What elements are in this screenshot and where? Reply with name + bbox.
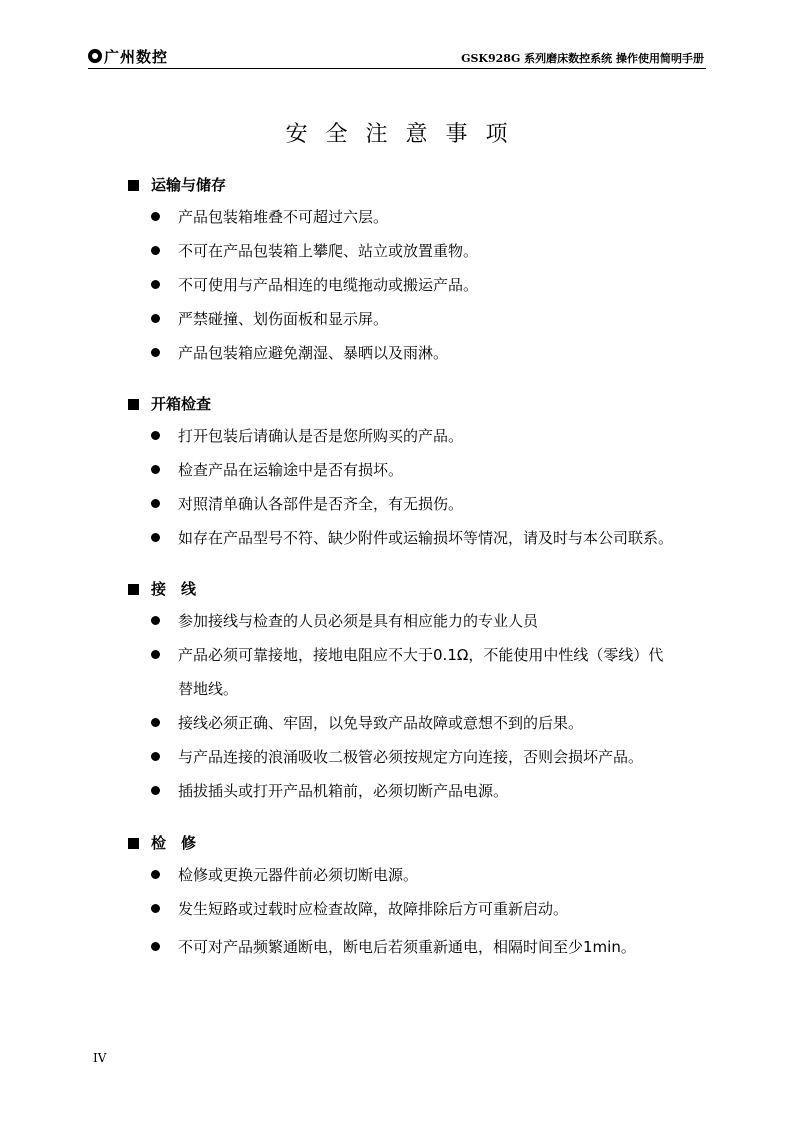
square-bullet-icon bbox=[128, 399, 139, 410]
gsk-logo-icon bbox=[88, 49, 102, 63]
list-item-text: 不可使用与产品相连的电缆拖动或搬运产品。 bbox=[178, 276, 479, 294]
list-item bbox=[128, 460, 728, 480]
square-bullet-icon bbox=[128, 838, 139, 849]
page-number: IV bbox=[93, 1051, 107, 1065]
bullet-icon bbox=[151, 499, 160, 508]
list-item bbox=[128, 494, 728, 514]
bullet-icon bbox=[151, 280, 160, 289]
section-unpacking-inspection bbox=[128, 394, 728, 548]
bullet-icon bbox=[151, 650, 160, 659]
section-transport-storage bbox=[128, 175, 728, 363]
section-heading bbox=[128, 579, 728, 599]
page-title: 安全注意事项 bbox=[285, 122, 526, 147]
bullet-icon bbox=[151, 533, 160, 542]
list-item bbox=[128, 937, 728, 957]
list-item bbox=[128, 207, 728, 227]
list-item bbox=[128, 241, 728, 261]
list-item-text: 检修或更换元器件前必须切断电源。 bbox=[178, 866, 419, 884]
square-bullet-icon bbox=[128, 584, 139, 595]
list-item-text: 严禁碰撞、划伤面板和显示屏。 bbox=[178, 310, 389, 328]
bullet-icon bbox=[151, 314, 160, 323]
manual-title: GSK928G 系列磨床数控系统 操作使用简明手册 bbox=[461, 52, 704, 65]
list-item-text: 插拔插头或打开产品机箱前，必须切断产品电源。 bbox=[178, 782, 509, 800]
list-item-text: 不可在产品包装箱上攀爬、站立或放置重物。 bbox=[178, 242, 479, 260]
list-item bbox=[128, 713, 728, 733]
section-heading bbox=[128, 394, 728, 414]
square-bullet-icon bbox=[128, 180, 139, 191]
section-heading bbox=[128, 175, 728, 195]
page-header bbox=[88, 44, 706, 69]
list-item-text: 打开包装后请确认是否是您所购买的产品。 bbox=[178, 427, 464, 445]
bullet-icon bbox=[151, 616, 160, 625]
section-heading-text: 接 线 bbox=[151, 580, 197, 598]
list-item-text: 产品包装箱应避免潮湿、暴晒以及雨淋。 bbox=[178, 344, 449, 362]
list-item bbox=[128, 275, 728, 295]
bullet-icon bbox=[151, 718, 160, 727]
bullet-icon bbox=[151, 212, 160, 221]
section-wiring bbox=[128, 579, 728, 801]
list-item-text: 产品包装箱堆叠不可超过六层。 bbox=[178, 208, 389, 226]
bullet-icon bbox=[151, 246, 160, 255]
list-item bbox=[128, 865, 728, 885]
list-item bbox=[128, 899, 728, 919]
list-item-text: 与产品连接的浪涌吸收二极管必须按规定方向连接，否则会损坏产品。 bbox=[178, 748, 644, 766]
list-item-continuation: 替地线。 bbox=[178, 680, 239, 698]
list-item-text: 发生短路或过载时应检查故障，故障排除后方可重新启动。 bbox=[178, 900, 569, 918]
bullet-icon bbox=[151, 904, 160, 913]
bullet-icon bbox=[151, 786, 160, 795]
bullet-icon bbox=[151, 870, 160, 879]
list-item-text: 检查产品在运输途中是否有损坏。 bbox=[178, 461, 404, 479]
list-item-text: 不可对产品频繁通断电，断电后若须重新通电，相隔时间至少1min。 bbox=[178, 938, 636, 956]
logo-text: 广州数控 bbox=[104, 47, 169, 66]
section-heading-text: 运输与储存 bbox=[151, 176, 227, 194]
list-item bbox=[128, 528, 728, 548]
bullet-icon bbox=[151, 465, 160, 474]
section-heading bbox=[128, 833, 728, 853]
list-item-text: 如存在产品型号不符、缺少附件或运输损坏等情况，请及时与本公司联系。 bbox=[178, 529, 674, 547]
list-item bbox=[128, 747, 728, 767]
company-logo bbox=[88, 46, 168, 66]
bullet-icon bbox=[151, 348, 160, 357]
list-item-text: 参加接线与检查的人员必须是具有相应能力的专业人员 bbox=[178, 612, 539, 630]
list-item bbox=[128, 343, 728, 363]
section-maintenance bbox=[128, 833, 728, 957]
list-item-text: 产品必须可靠接地，接地电阻应不大于0.1Ω，不能使用中性线（零线）代 bbox=[178, 646, 664, 664]
bullet-icon bbox=[151, 942, 160, 951]
list-item-text: 接线必须正确、牢固，以免导致产品故障或意想不到的后果。 bbox=[178, 714, 584, 732]
list-item-text: 对照清单确认各部件是否齐全，有无损伤。 bbox=[178, 495, 464, 513]
list-item bbox=[128, 781, 728, 801]
list-item bbox=[128, 645, 728, 665]
section-heading-text: 检 修 bbox=[151, 834, 197, 852]
list-item bbox=[128, 309, 728, 329]
list-item bbox=[128, 426, 728, 446]
bullet-icon bbox=[151, 752, 160, 761]
section-heading-text: 开箱检查 bbox=[151, 395, 212, 413]
list-item bbox=[128, 611, 728, 631]
bullet-icon bbox=[151, 431, 160, 440]
